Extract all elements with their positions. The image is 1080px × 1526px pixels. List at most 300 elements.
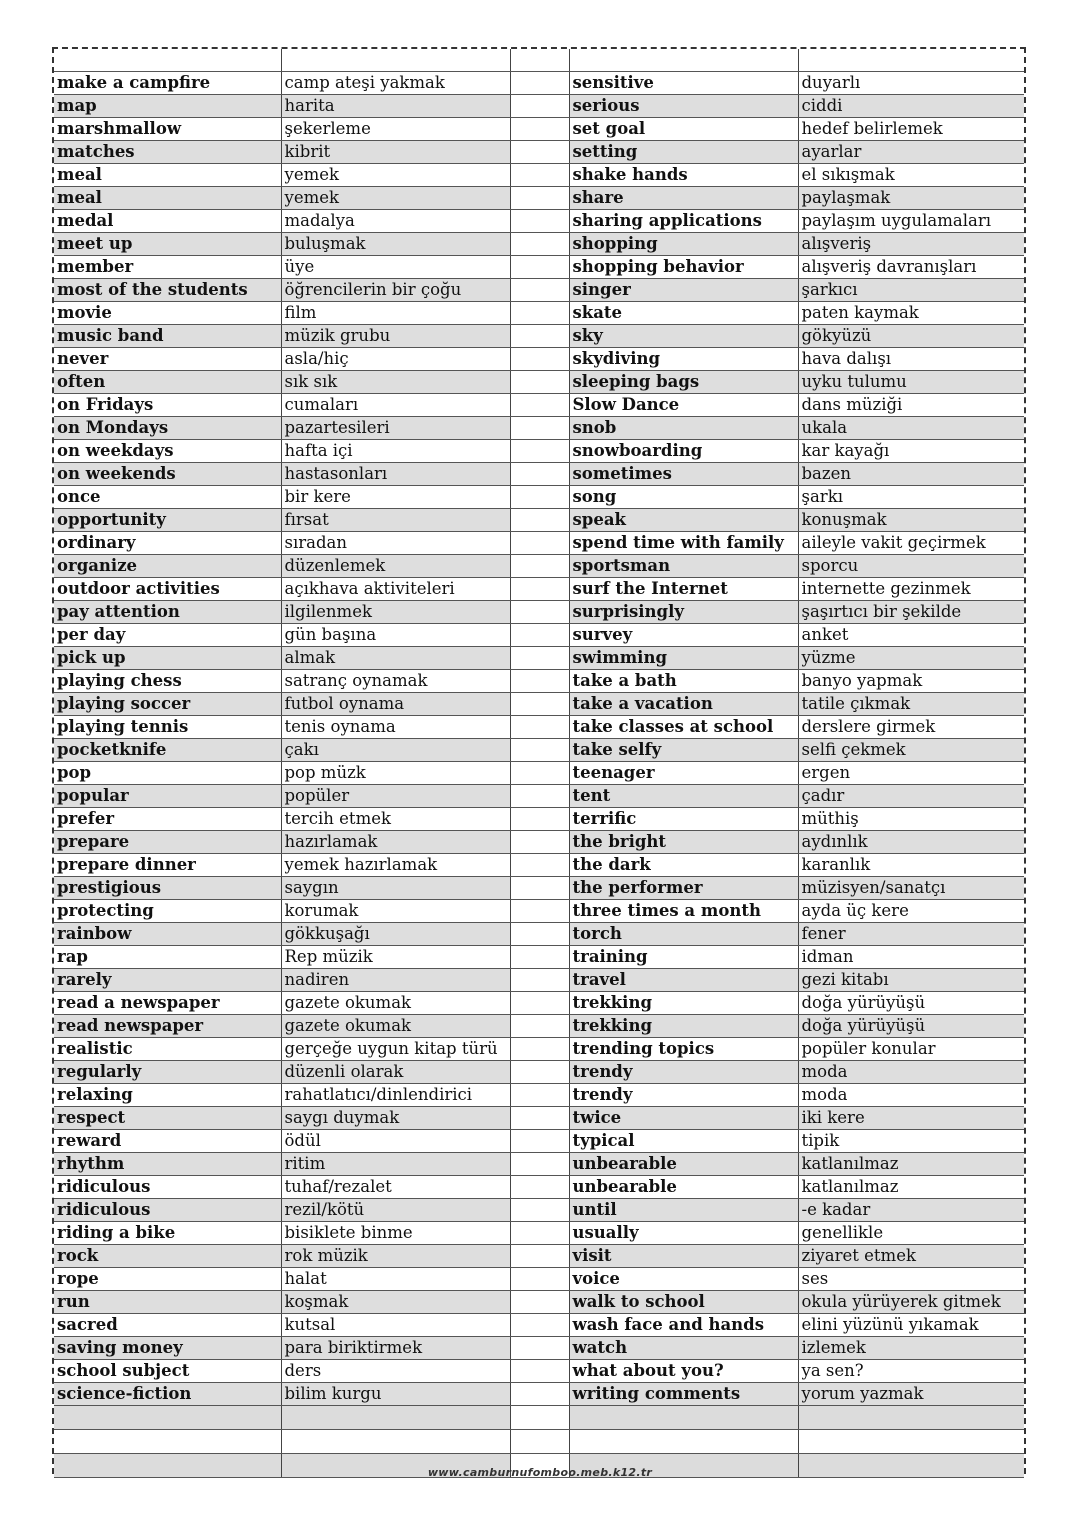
separator-cell — [510, 738, 569, 761]
english-word: teenager — [569, 761, 798, 784]
turkish-meaning: tenis oynama — [281, 715, 510, 738]
english-word: often — [54, 370, 281, 393]
english-word: shake hands — [569, 163, 798, 186]
turkish-meaning: yorum yazmak — [798, 1382, 1024, 1405]
english-word: until — [569, 1198, 798, 1221]
table-header-row — [54, 49, 1024, 71]
turkish-meaning: tipik — [798, 1129, 1024, 1152]
table-row — [54, 255, 1024, 278]
turkish-meaning: saygı duymak — [281, 1106, 510, 1129]
table-row — [54, 531, 1024, 554]
english-word: relaxing — [54, 1083, 281, 1106]
turkish-meaning: sıradan — [281, 531, 510, 554]
table-row — [54, 508, 1024, 531]
separator-cell — [510, 531, 569, 554]
english-word: tent — [569, 784, 798, 807]
separator-cell — [510, 968, 569, 991]
table-row — [54, 1244, 1024, 1267]
website-footer: www.camburnufomboo.meb.k12.tr — [427, 1466, 653, 1479]
table-row — [54, 669, 1024, 692]
turkish-meaning: internette gezinmek — [798, 577, 1024, 600]
english-word: the dark — [569, 853, 798, 876]
table-row — [54, 393, 1024, 416]
table-row — [54, 347, 1024, 370]
english-word: survey — [569, 623, 798, 646]
turkish-meaning: alışveriş — [798, 232, 1024, 255]
english-word: medal — [54, 209, 281, 232]
turkish-meaning: idman — [798, 945, 1024, 968]
english-word: rainbow — [54, 922, 281, 945]
english-word: skydiving — [569, 347, 798, 370]
english-word: trekking — [569, 1014, 798, 1037]
table-row — [54, 646, 1024, 669]
english-word: sensitive — [569, 71, 798, 94]
turkish-meaning: moda — [798, 1083, 1024, 1106]
english-word: trendy — [569, 1083, 798, 1106]
separator-cell — [510, 761, 569, 784]
english-word: playing tennis — [54, 715, 281, 738]
table-row — [54, 1382, 1024, 1405]
separator-cell — [510, 94, 569, 117]
table-row — [54, 94, 1024, 117]
separator-cell — [510, 784, 569, 807]
separator-cell — [510, 163, 569, 186]
table-row — [54, 439, 1024, 462]
english-word: pick up — [54, 646, 281, 669]
separator-cell — [510, 876, 569, 899]
english-word: typical — [569, 1129, 798, 1152]
separator-cell — [510, 899, 569, 922]
turkish-meaning: kibrit — [281, 140, 510, 163]
empty-cell — [281, 1429, 510, 1453]
separator-cell — [510, 49, 569, 71]
table-row — [54, 1083, 1024, 1106]
english-word: respect — [54, 1106, 281, 1129]
turkish-meaning: müzik grubu — [281, 324, 510, 347]
turkish-meaning: hedef belirlemek — [798, 117, 1024, 140]
turkish-meaning: satranç oynamak — [281, 669, 510, 692]
turkish-meaning: fener — [798, 922, 1024, 945]
turkish-meaning: çadır — [798, 784, 1024, 807]
english-word: unbearable — [569, 1152, 798, 1175]
english-word: music band — [54, 324, 281, 347]
turkish-meaning: ayarlar — [798, 140, 1024, 163]
table-row — [54, 1290, 1024, 1313]
english-word: meal — [54, 163, 281, 186]
english-word: matches — [54, 140, 281, 163]
table-row — [54, 209, 1024, 232]
table-row — [54, 301, 1024, 324]
empty-cell — [54, 1429, 281, 1453]
turkish-meaning: müzisyen/sanatçı — [798, 876, 1024, 899]
english-word: playing soccer — [54, 692, 281, 715]
english-word: take a bath — [569, 669, 798, 692]
english-word: sometimes — [569, 462, 798, 485]
turkish-meaning: ergen — [798, 761, 1024, 784]
turkish-meaning: banyo yapmak — [798, 669, 1024, 692]
turkish-meaning: -e kadar — [798, 1198, 1024, 1221]
table-row — [54, 922, 1024, 945]
turkish-meaning: ödül — [281, 1129, 510, 1152]
turkish-meaning: nadiren — [281, 968, 510, 991]
table-row — [54, 232, 1024, 255]
separator-cell — [510, 945, 569, 968]
table-row — [54, 370, 1024, 393]
english-word: the performer — [569, 876, 798, 899]
table-row — [54, 738, 1024, 761]
english-word: protecting — [54, 899, 281, 922]
english-word: rope — [54, 1267, 281, 1290]
table-row — [54, 1152, 1024, 1175]
header-cell — [54, 49, 281, 71]
english-word: marshmallow — [54, 117, 281, 140]
english-word: wash face and hands — [569, 1313, 798, 1336]
english-word: on weekends — [54, 462, 281, 485]
separator-cell — [510, 140, 569, 163]
english-word: visit — [569, 1244, 798, 1267]
separator-cell — [510, 692, 569, 715]
english-word: shopping — [569, 232, 798, 255]
english-word: run — [54, 1290, 281, 1313]
english-word: voice — [569, 1267, 798, 1290]
separator-cell — [510, 830, 569, 853]
separator-cell — [510, 1267, 569, 1290]
turkish-meaning: gazete okumak — [281, 991, 510, 1014]
separator-cell — [510, 1244, 569, 1267]
english-word: organize — [54, 554, 281, 577]
table-row — [54, 1313, 1024, 1336]
turkish-meaning: okula yürüyerek gitmek — [798, 1290, 1024, 1313]
table-row — [54, 876, 1024, 899]
turkish-meaning: sık sık — [281, 370, 510, 393]
empty-cell — [54, 1405, 281, 1429]
turkish-meaning: düzenli olarak — [281, 1060, 510, 1083]
turkish-meaning: ilgilenmek — [281, 600, 510, 623]
turkish-meaning: hafta içi — [281, 439, 510, 462]
turkish-meaning: iki kere — [798, 1106, 1024, 1129]
turkish-meaning: popüler konular — [798, 1037, 1024, 1060]
table-row — [54, 1359, 1024, 1382]
table-row — [54, 554, 1024, 577]
turkish-meaning: gerçeğe uygun kitap türü — [281, 1037, 510, 1060]
english-word: writing comments — [569, 1382, 798, 1405]
turkish-meaning: düzenlemek — [281, 554, 510, 577]
english-word: science-fiction — [54, 1382, 281, 1405]
turkish-meaning: asla/hiç — [281, 347, 510, 370]
separator-cell — [510, 255, 569, 278]
empty-cell — [569, 1429, 798, 1453]
separator-cell — [510, 232, 569, 255]
turkish-meaning: saygın — [281, 876, 510, 899]
english-word: share — [569, 186, 798, 209]
table-row — [54, 416, 1024, 439]
english-word: meet up — [54, 232, 281, 255]
turkish-meaning: çakı — [281, 738, 510, 761]
table-row — [54, 1129, 1024, 1152]
separator-cell — [510, 1336, 569, 1359]
turkish-meaning: aileyle vakit geçirmek — [798, 531, 1024, 554]
turkish-meaning: doğa yürüyüşü — [798, 1014, 1024, 1037]
turkish-meaning: anket — [798, 623, 1024, 646]
turkish-meaning: aydınlık — [798, 830, 1024, 853]
empty-cell — [798, 1429, 1024, 1453]
turkish-meaning: gökkuşağı — [281, 922, 510, 945]
english-word: on Mondays — [54, 416, 281, 439]
separator-cell — [510, 278, 569, 301]
header-cell — [798, 49, 1024, 71]
english-word: three times a month — [569, 899, 798, 922]
turkish-meaning: duyarlı — [798, 71, 1024, 94]
table-row — [54, 1106, 1024, 1129]
header-cell — [569, 49, 798, 71]
english-word: torch — [569, 922, 798, 945]
english-word: singer — [569, 278, 798, 301]
table-row — [54, 945, 1024, 968]
turkish-meaning: şaşırtıcı bir şekilde — [798, 600, 1024, 623]
turkish-meaning: yemek — [281, 186, 510, 209]
separator-cell — [510, 669, 569, 692]
separator-cell — [510, 1405, 569, 1429]
english-word: unbearable — [569, 1175, 798, 1198]
table-row — [54, 600, 1024, 623]
english-word: swimming — [569, 646, 798, 669]
separator-cell — [510, 1429, 569, 1453]
english-word: on weekdays — [54, 439, 281, 462]
separator-cell — [510, 1129, 569, 1152]
empty-row — [54, 1405, 1024, 1429]
table-row — [54, 1221, 1024, 1244]
english-word: sacred — [54, 1313, 281, 1336]
table-row — [54, 1198, 1024, 1221]
table-row — [54, 186, 1024, 209]
english-word: school subject — [54, 1359, 281, 1382]
separator-cell — [510, 1290, 569, 1313]
english-word: map — [54, 94, 281, 117]
turkish-meaning: ayda üç kere — [798, 899, 1024, 922]
english-word: training — [569, 945, 798, 968]
table-row — [54, 1175, 1024, 1198]
turkish-meaning: bilim kurgu — [281, 1382, 510, 1405]
separator-cell — [510, 462, 569, 485]
separator-cell — [510, 807, 569, 830]
english-word: speak — [569, 508, 798, 531]
english-word: rarely — [54, 968, 281, 991]
english-word: riding a bike — [54, 1221, 281, 1244]
turkish-meaning: alışveriş davranışları — [798, 255, 1024, 278]
table-row — [54, 278, 1024, 301]
english-word: terrific — [569, 807, 798, 830]
turkish-meaning: şarkı — [798, 485, 1024, 508]
english-word: walk to school — [569, 1290, 798, 1313]
separator-cell — [510, 117, 569, 140]
english-word: set goal — [569, 117, 798, 140]
turkish-meaning: para biriktirmek — [281, 1336, 510, 1359]
turkish-meaning: elini yüzünü yıkamak — [798, 1313, 1024, 1336]
separator-cell — [510, 1037, 569, 1060]
turkish-meaning: genellikle — [798, 1221, 1024, 1244]
english-word: outdoor activities — [54, 577, 281, 600]
english-word: surprisingly — [569, 600, 798, 623]
english-word: the bright — [569, 830, 798, 853]
english-word: setting — [569, 140, 798, 163]
english-word: shopping behavior — [569, 255, 798, 278]
english-word: never — [54, 347, 281, 370]
english-word: realistic — [54, 1037, 281, 1060]
separator-cell — [510, 370, 569, 393]
header-cell — [281, 49, 510, 71]
english-word: trending topics — [569, 1037, 798, 1060]
english-word: ridiculous — [54, 1175, 281, 1198]
turkish-meaning: açıkhava aktiviteleri — [281, 577, 510, 600]
english-word: rap — [54, 945, 281, 968]
separator-cell — [510, 1198, 569, 1221]
english-word: what about you? — [569, 1359, 798, 1382]
english-word: on Fridays — [54, 393, 281, 416]
turkish-meaning: halat — [281, 1267, 510, 1290]
table-row — [54, 140, 1024, 163]
table-row — [54, 1014, 1024, 1037]
turkish-meaning: ukala — [798, 416, 1024, 439]
english-word: serious — [569, 94, 798, 117]
table-row — [54, 1267, 1024, 1290]
turkish-meaning: yemek — [281, 163, 510, 186]
english-word: usually — [569, 1221, 798, 1244]
table-row — [54, 117, 1024, 140]
turkish-meaning: uyku tulumu — [798, 370, 1024, 393]
turkish-meaning: sporcu — [798, 554, 1024, 577]
separator-cell — [510, 715, 569, 738]
table-row — [54, 577, 1024, 600]
separator-cell — [510, 1083, 569, 1106]
separator-cell — [510, 347, 569, 370]
english-word: skate — [569, 301, 798, 324]
separator-cell — [510, 1014, 569, 1037]
turkish-meaning: harita — [281, 94, 510, 117]
separator-cell — [510, 393, 569, 416]
turkish-meaning: tercih etmek — [281, 807, 510, 830]
turkish-meaning: tuhaf/rezalet — [281, 1175, 510, 1198]
turkish-meaning: dans müziği — [798, 393, 1024, 416]
turkish-meaning: paten kaymak — [798, 301, 1024, 324]
turkish-meaning: paylaşmak — [798, 186, 1024, 209]
english-word: prepare — [54, 830, 281, 853]
turkish-meaning: cumaları — [281, 393, 510, 416]
turkish-meaning: gazete okumak — [281, 1014, 510, 1037]
table-row — [54, 807, 1024, 830]
table-row — [54, 71, 1024, 94]
turkish-meaning: gökyüzü — [798, 324, 1024, 347]
table-row — [54, 784, 1024, 807]
turkish-meaning: bazen — [798, 462, 1024, 485]
turkish-meaning: şarkıcı — [798, 278, 1024, 301]
turkish-meaning: gün başına — [281, 623, 510, 646]
turkish-meaning: futbol oynama — [281, 692, 510, 715]
turkish-meaning: bir kere — [281, 485, 510, 508]
table-row — [54, 462, 1024, 485]
turkish-meaning: ciddi — [798, 94, 1024, 117]
english-word: ridiculous — [54, 1198, 281, 1221]
empty-cell — [798, 1405, 1024, 1429]
english-word: rhythm — [54, 1152, 281, 1175]
turkish-meaning: el sıkışmak — [798, 163, 1024, 186]
separator-cell — [510, 1382, 569, 1405]
separator-cell — [510, 1060, 569, 1083]
empty-cell — [569, 1405, 798, 1429]
english-word: prepare dinner — [54, 853, 281, 876]
table-row — [54, 715, 1024, 738]
english-word: reward — [54, 1129, 281, 1152]
english-word: movie — [54, 301, 281, 324]
english-word: opportunity — [54, 508, 281, 531]
table-row — [54, 830, 1024, 853]
turkish-meaning: karanlık — [798, 853, 1024, 876]
english-word: twice — [569, 1106, 798, 1129]
turkish-meaning: ziyaret etmek — [798, 1244, 1024, 1267]
separator-cell — [510, 853, 569, 876]
english-word: saving money — [54, 1336, 281, 1359]
turkish-meaning: gezi kitabı — [798, 968, 1024, 991]
turkish-meaning: fırsat — [281, 508, 510, 531]
turkish-meaning: doğa yürüyüşü — [798, 991, 1024, 1014]
turkish-meaning: buluşmak — [281, 232, 510, 255]
english-word: pop — [54, 761, 281, 784]
english-word: prefer — [54, 807, 281, 830]
separator-cell — [510, 623, 569, 646]
separator-cell — [510, 439, 569, 462]
table-row — [54, 899, 1024, 922]
english-word: take classes at school — [569, 715, 798, 738]
turkish-meaning: Rep müzik — [281, 945, 510, 968]
turkish-meaning: kutsal — [281, 1313, 510, 1336]
separator-cell — [510, 1152, 569, 1175]
turkish-meaning: almak — [281, 646, 510, 669]
english-word: read a newspaper — [54, 991, 281, 1014]
turkish-meaning: pop müzk — [281, 761, 510, 784]
table-row — [54, 485, 1024, 508]
separator-cell — [510, 922, 569, 945]
separator-cell — [510, 485, 569, 508]
table-row — [54, 1336, 1024, 1359]
vocabulary-sheet — [52, 47, 1026, 1474]
turkish-meaning: üye — [281, 255, 510, 278]
turkish-meaning: izlemek — [798, 1336, 1024, 1359]
table-row — [54, 324, 1024, 347]
separator-cell — [510, 324, 569, 347]
separator-cell — [510, 301, 569, 324]
separator-cell — [510, 554, 569, 577]
turkish-meaning: rok müzik — [281, 1244, 510, 1267]
turkish-meaning: paylaşım uygulamaları — [798, 209, 1024, 232]
turkish-meaning: şekerleme — [281, 117, 510, 140]
english-word: member — [54, 255, 281, 278]
turkish-meaning: hastasonları — [281, 462, 510, 485]
empty-cell — [281, 1405, 510, 1429]
english-word: regularly — [54, 1060, 281, 1083]
separator-cell — [510, 209, 569, 232]
turkish-meaning: popüler — [281, 784, 510, 807]
turkish-meaning: hava dalışı — [798, 347, 1024, 370]
english-word: popular — [54, 784, 281, 807]
separator-cell — [510, 508, 569, 531]
english-word: make a campfire — [54, 71, 281, 94]
table-row — [54, 853, 1024, 876]
separator-cell — [510, 1313, 569, 1336]
turkish-meaning: katlanılmaz — [798, 1152, 1024, 1175]
turkish-meaning: pazartesileri — [281, 416, 510, 439]
table-row — [54, 991, 1024, 1014]
english-word: snowboarding — [569, 439, 798, 462]
turkish-meaning: katlanılmaz — [798, 1175, 1024, 1198]
